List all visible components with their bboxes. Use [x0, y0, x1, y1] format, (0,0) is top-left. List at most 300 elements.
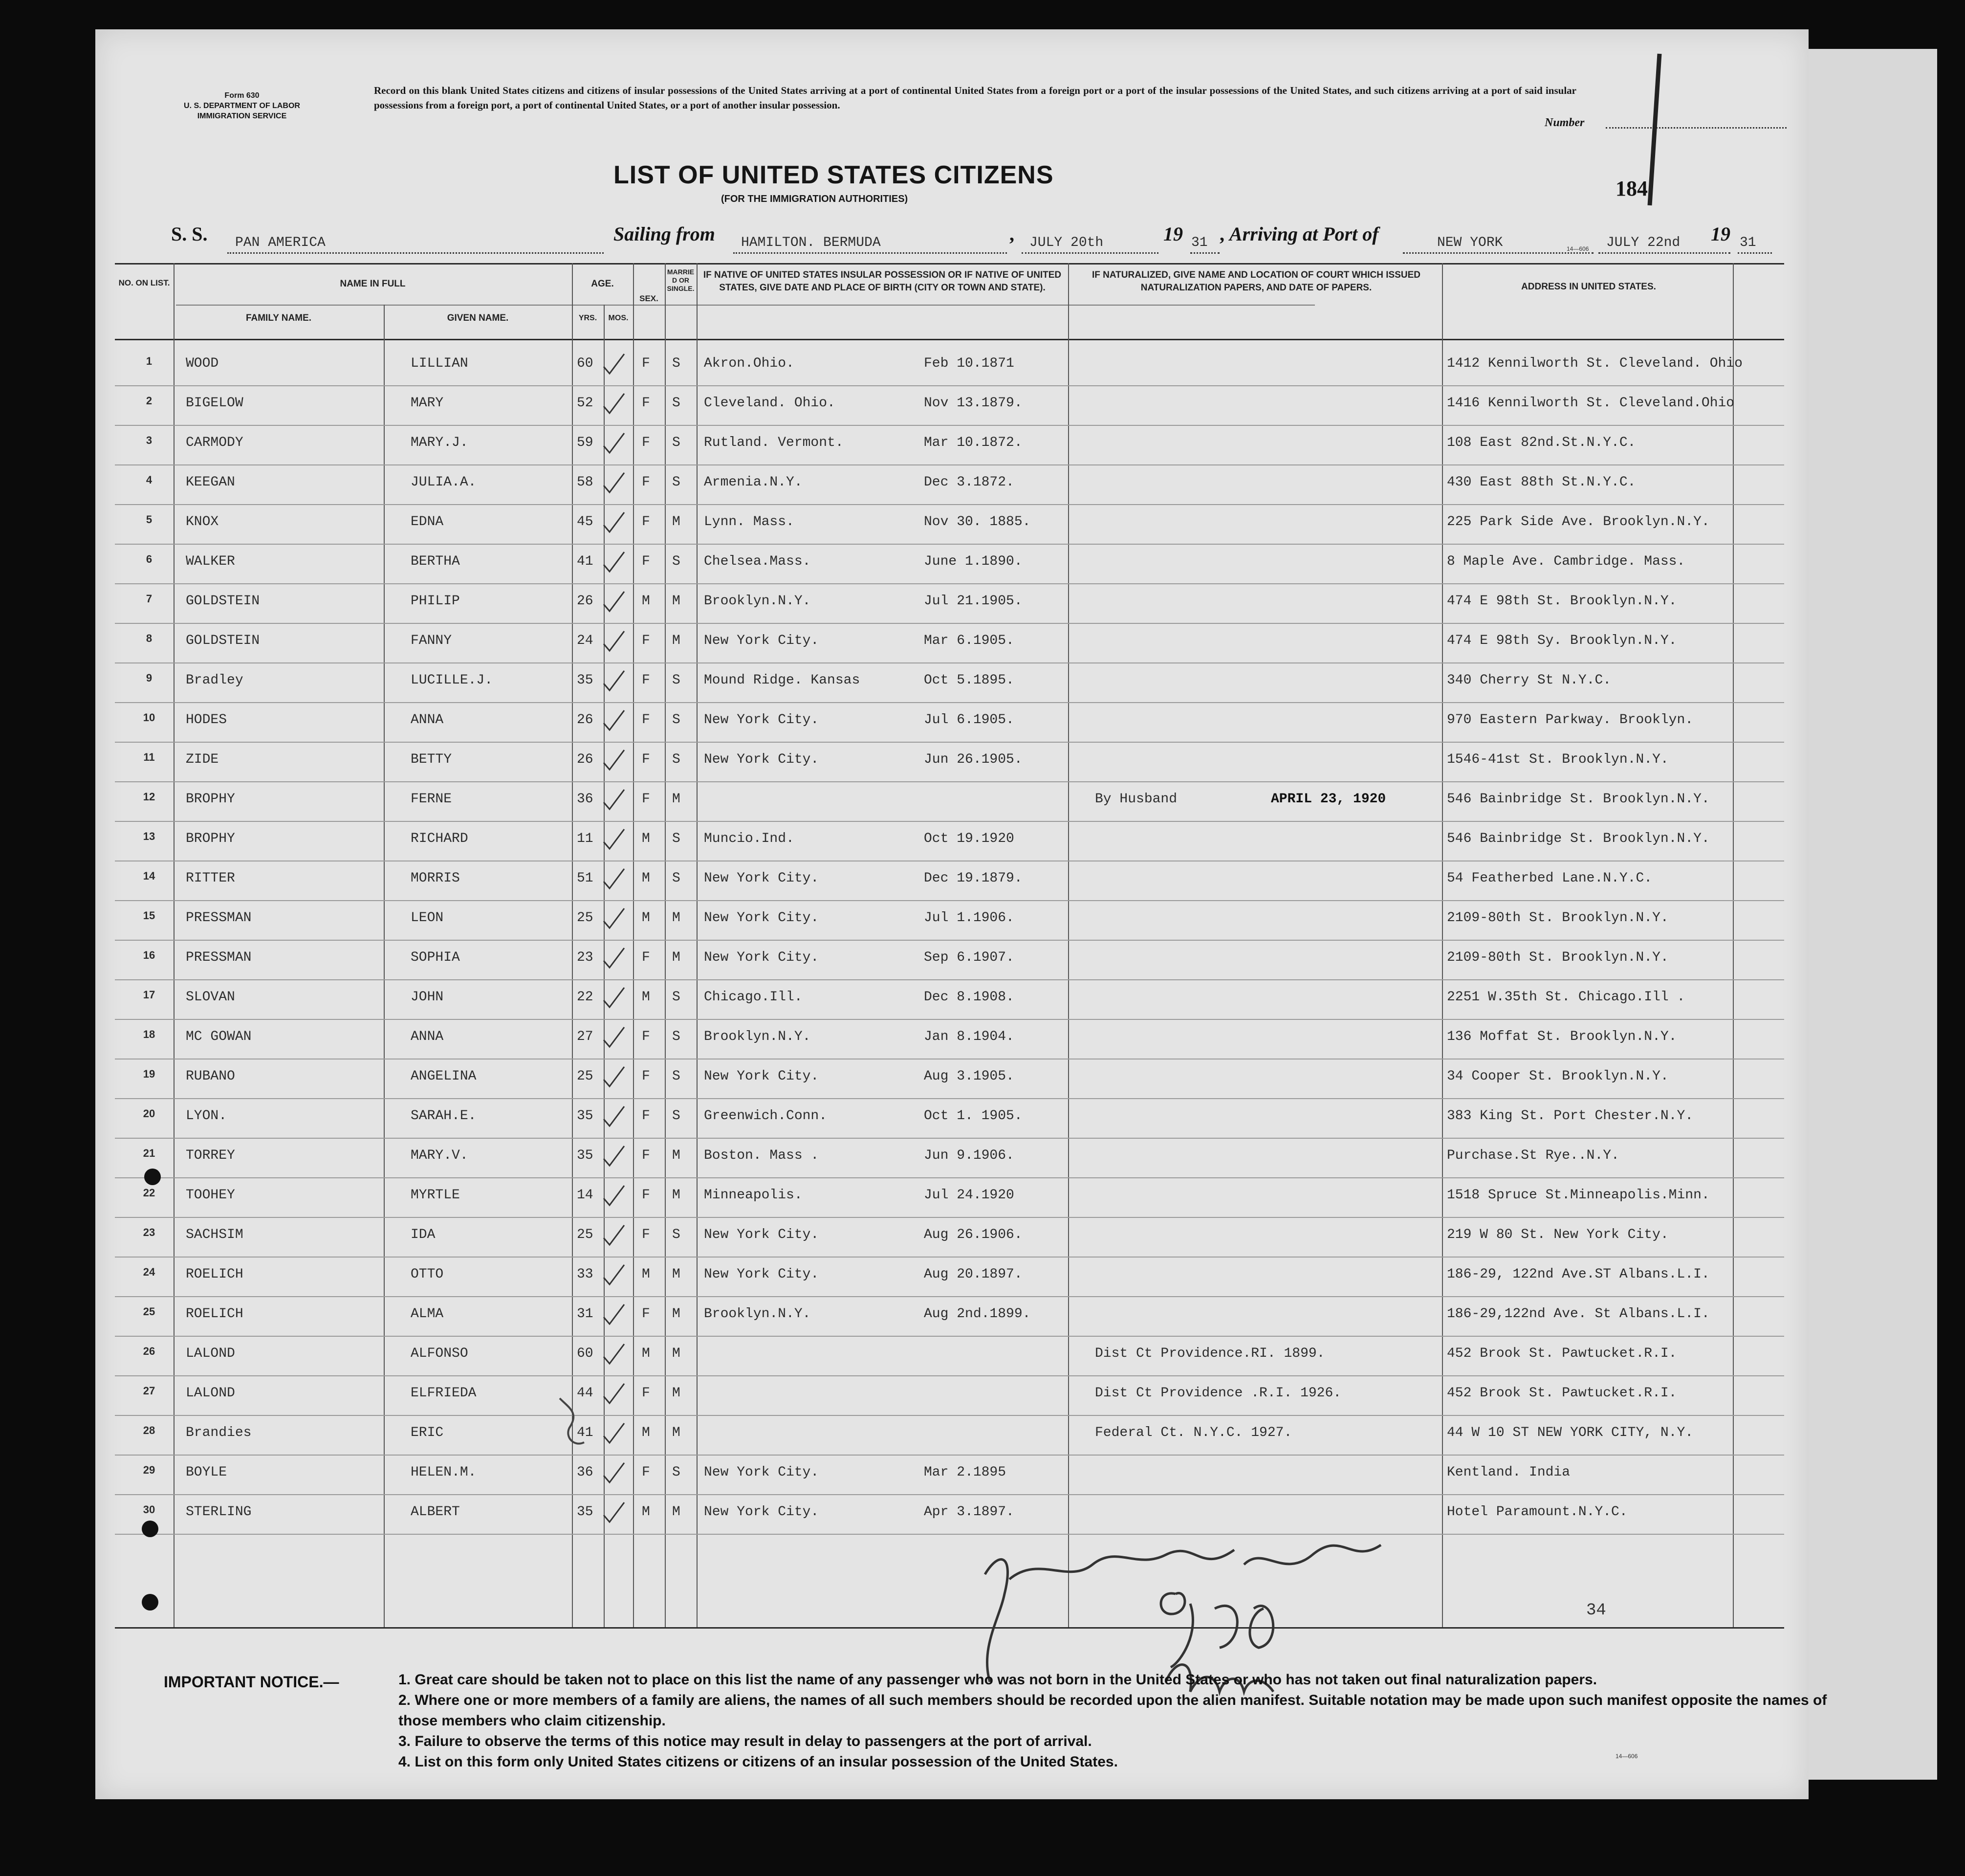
cell-nat: By Husband	[1095, 792, 1178, 807]
cell-no: 2	[146, 395, 153, 407]
cell-family: ZIDE	[186, 752, 219, 767]
cell-sex: F	[642, 554, 650, 569]
cell-age: 22	[577, 990, 593, 1005]
check-mark	[604, 552, 624, 572]
cell-sex: M	[642, 831, 650, 846]
check-mark	[604, 1423, 624, 1443]
cell-no: 22	[143, 1187, 155, 1199]
cell-age: 52	[577, 396, 593, 411]
cell-sex: M	[642, 1425, 650, 1440]
cell-date: Aug 2nd.1899.	[924, 1306, 1031, 1322]
year-prefix-2: 19	[1711, 223, 1730, 245]
cell-address: 44 W 10 ST NEW YORK CITY, N.Y.	[1447, 1425, 1694, 1440]
cell-given: JOHN	[411, 990, 444, 1005]
header-address: ADDRESS IN UNITED STATES.	[1521, 282, 1656, 292]
cell-family: RUBANO	[186, 1069, 235, 1084]
footer-count: 34	[1586, 1601, 1606, 1620]
cell-place: Chelsea.Mass.	[704, 554, 811, 569]
cell-date: Feb 10.1871	[924, 356, 1014, 371]
cell-sex: F	[642, 1029, 650, 1044]
cell-place: New York City.	[704, 871, 819, 886]
cell-no: 29	[143, 1464, 155, 1476]
check-mark	[604, 1463, 624, 1482]
cell-ms: S	[672, 871, 680, 886]
cell-ms: S	[672, 1465, 680, 1480]
cell-given: ELFRIEDA	[411, 1386, 477, 1401]
arrive-year: 31	[1740, 235, 1756, 250]
cell-age: 25	[577, 1227, 593, 1242]
cell-age: 35	[577, 1504, 593, 1520]
cell-nat: Dist Ct Providence.RI. 1899.	[1095, 1346, 1325, 1361]
cell-place: New York City.	[704, 712, 819, 728]
cell-given: IDA	[411, 1227, 436, 1242]
cell-family: RITTER	[186, 871, 235, 886]
cell-sex: F	[642, 475, 650, 490]
cell-family: Bradley	[186, 673, 243, 688]
cell-given: FANNY	[411, 633, 452, 648]
cell-given: ANNA	[411, 712, 444, 728]
header-family-name: FAMILY NAME.	[245, 313, 312, 323]
cell-ms: S	[672, 1029, 680, 1044]
cell-sex: F	[642, 514, 650, 530]
cell-date: Apr 3.1897.	[924, 1504, 1014, 1520]
cell-no: 8	[146, 632, 153, 644]
cell-place: Chicago.Ill.	[704, 990, 803, 1005]
cell-ms: S	[672, 1108, 680, 1124]
form-meta	[149, 90, 335, 121]
cell-age: 58	[577, 475, 593, 490]
cell-family: PRESSMAN	[186, 910, 252, 926]
cell-family: LALOND	[186, 1386, 235, 1401]
cell-nat: Federal Ct. N.Y.C. 1927.	[1095, 1425, 1292, 1440]
arrive-date: JULY 22nd	[1606, 235, 1681, 250]
cell-ms: M	[672, 1188, 680, 1203]
sailing-from: HAMILTON. BERMUDA	[741, 235, 881, 250]
check-mark	[604, 473, 624, 492]
cell-age: 35	[577, 1148, 593, 1163]
cell-address: 34 Cooper St. Brooklyn.N.Y.	[1447, 1069, 1669, 1084]
cell-family: SACHSIM	[186, 1227, 243, 1242]
cell-date: Jun 9.1906.	[924, 1148, 1014, 1163]
cell-place: New York City.	[704, 633, 819, 648]
cell-no: 1	[146, 355, 153, 367]
cell-family: LALOND	[186, 1346, 235, 1361]
cell-date: Oct 5.1895.	[924, 673, 1014, 688]
cell-given: MORRIS	[411, 871, 460, 886]
cell-date: Nov 30. 1885.	[924, 514, 1031, 530]
cell-given: LEON	[411, 910, 444, 926]
cell-age: 36	[577, 1465, 593, 1480]
cell-family: ROELICH	[186, 1267, 243, 1282]
cell-address: 54 Featherbed Lane.N.Y.C.	[1447, 871, 1653, 886]
row-ruling	[115, 263, 1784, 1627]
cell-date: Mar 2.1895	[924, 1465, 1006, 1480]
cell-no: 28	[143, 1424, 155, 1436]
cell-place: Rutland. Vermont.	[704, 435, 844, 450]
cell-address: Hotel Paramount.N.Y.C.	[1447, 1504, 1628, 1520]
cell-date: Dec 8.1908.	[924, 990, 1014, 1005]
cell-address: 136 Moffat St. Brooklyn.N.Y.	[1447, 1029, 1677, 1044]
handwritten-mark	[550, 1393, 594, 1452]
cell-nat-date: APRIL 23, 1920	[1271, 792, 1386, 807]
notice-title: IMPORTANT NOTICE.—	[164, 1673, 339, 1691]
header-birth: IF NATIVE OF UNITED STATES INSULAR POSSESSION OR IF NATIVE OF UNITED STATES, GIVE DATE AND PLACE OF BIRTH (CITY OR TOWN AND STATE).	[703, 270, 1062, 293]
cell-no: 17	[143, 989, 155, 1001]
cell-family: GOLDSTEIN	[186, 633, 260, 648]
comma-1: ,	[1009, 223, 1014, 245]
cell-no: 12	[143, 791, 155, 803]
cell-address: 2251 W.35th St. Chicago.Ill .	[1447, 990, 1685, 1005]
check-mark	[604, 394, 624, 413]
cell-address: 8 Maple Ave. Cambridge. Mass.	[1447, 554, 1685, 569]
cell-ms: S	[672, 1069, 680, 1084]
cell-address: 186-29,122nd Ave. St Albans.L.I.	[1447, 1306, 1710, 1322]
check-mark	[604, 710, 624, 730]
cell-sex: F	[642, 1306, 650, 1322]
port-field	[1403, 229, 1594, 254]
cell-family: Brandies	[186, 1425, 252, 1440]
cell-no: 24	[143, 1266, 155, 1278]
cell-place: New York City.	[704, 1069, 819, 1084]
cell-family: BROPHY	[186, 831, 235, 846]
header-name-in-full: NAME IN FULL	[340, 279, 406, 289]
cell-place: New York City.	[704, 1267, 819, 1282]
cell-ms: S	[672, 356, 680, 371]
cell-date: Aug 3.1905.	[924, 1069, 1014, 1084]
cell-ms: S	[672, 712, 680, 728]
cell-family: KNOX	[186, 514, 219, 530]
cell-address: 430 East 88th St.N.Y.C.	[1447, 475, 1636, 490]
cell-age: 35	[577, 1108, 593, 1124]
sailing-from-field	[733, 229, 1007, 254]
cell-age: 26	[577, 712, 593, 728]
cell-date: Aug 26.1906.	[924, 1227, 1023, 1242]
cell-family: BOYLE	[186, 1465, 227, 1480]
check-mark	[604, 1304, 624, 1324]
cell-no: 18	[143, 1028, 155, 1040]
cell-address: 2109-80th St. Brooklyn.N.Y.	[1447, 950, 1669, 965]
number-label: Number	[1545, 116, 1585, 129]
department-name: U. S. DEPARTMENT OF LABOR	[184, 102, 300, 110]
cell-ms: S	[672, 396, 680, 411]
arrival-port: NEW YORK	[1437, 235, 1503, 250]
cell-sex: F	[642, 1188, 650, 1203]
cell-date: June 1.1890.	[924, 554, 1023, 569]
cell-family: KEEGAN	[186, 475, 235, 490]
check-mark	[604, 869, 624, 888]
cell-family: WOOD	[186, 356, 219, 371]
cell-sex: M	[642, 1267, 650, 1282]
cell-given: RICHARD	[411, 831, 468, 846]
cell-date: Jul 6.1905.	[924, 712, 1014, 728]
cell-address: 1518 Spruce St.Minneapolis.Minn.	[1447, 1188, 1710, 1203]
cell-ms: M	[672, 514, 680, 530]
cell-date: Nov 13.1879.	[924, 396, 1023, 411]
cell-sex: F	[642, 752, 650, 767]
form-number: Form 630	[224, 91, 260, 100]
cell-given: FERNE	[411, 792, 452, 807]
arriving-label: Arriving at Port of	[1229, 223, 1379, 245]
cell-no: 19	[143, 1068, 155, 1080]
check-mark	[604, 433, 624, 453]
sailing-label: Sailing from	[613, 223, 715, 245]
cell-given: OTTO	[411, 1267, 444, 1282]
cell-place: New York City.	[704, 752, 819, 767]
cell-ms: S	[672, 752, 680, 767]
cell-age: 26	[577, 752, 593, 767]
cell-no: 15	[143, 909, 155, 922]
cell-address: 546 Bainbridge St. Brooklyn.N.Y.	[1447, 792, 1710, 807]
number-field	[1606, 127, 1787, 129]
cell-no: 3	[146, 434, 153, 446]
cell-sex: F	[642, 435, 650, 450]
cell-ms: S	[672, 554, 680, 569]
cell-address: 108 East 82nd.St.N.Y.C.	[1447, 435, 1636, 450]
cell-ms: M	[672, 950, 680, 965]
cell-age: 27	[577, 1029, 593, 1044]
cell-address: 383 King St. Port Chester.N.Y.	[1447, 1108, 1694, 1124]
passenger-table	[115, 263, 1784, 1627]
cell-given: LUCILLE.J.	[411, 673, 493, 688]
check-mark	[604, 750, 624, 770]
cell-age: 23	[577, 950, 593, 965]
ship-field	[227, 229, 604, 254]
cell-address: 546 Bainbridge St. Brooklyn.N.Y.	[1447, 831, 1710, 846]
cell-nat: Dist Ct Providence .R.I. 1926.	[1095, 1386, 1342, 1401]
cell-date: Sep 6.1907.	[924, 950, 1014, 965]
cell-sex: M	[642, 1504, 650, 1520]
header-mos: MOS.	[608, 314, 629, 322]
cell-sex: M	[642, 990, 650, 1005]
cell-sex: F	[642, 396, 650, 411]
cell-sex: M	[642, 1346, 650, 1361]
check-mark	[604, 1502, 624, 1522]
cell-date: Jul 24.1920	[924, 1188, 1014, 1203]
cell-ms: S	[672, 435, 680, 450]
cell-no: 23	[143, 1226, 155, 1238]
cell-ms: S	[672, 475, 680, 490]
cell-address: 186-29, 122nd Ave.ST Albans.L.I.	[1447, 1267, 1710, 1282]
page-title: LIST OF UNITED STATES CITIZENS	[613, 161, 1054, 189]
cell-no: 10	[143, 711, 155, 724]
cell-family: PRESSMAN	[186, 950, 252, 965]
cell-place: Greenwich.Conn.	[704, 1108, 828, 1124]
notice-item-1: 1. Great care should be taken not to place on this list the name of any passenger who was not born in the United States or who has not taken out final naturalization papers.	[398, 1672, 1597, 1688]
cell-age: 25	[577, 910, 593, 926]
cell-family: BROPHY	[186, 792, 235, 807]
cell-no: 13	[143, 830, 155, 842]
cell-date: Jul 1.1906.	[924, 910, 1014, 926]
cell-family: HODES	[186, 712, 227, 728]
notice-item-3: 3. Failure to observe the terms of this notice may result in delay to passengers at the port of arrival.	[398, 1733, 1092, 1749]
cell-date: Oct 19.1920	[924, 831, 1014, 846]
cell-ms: M	[672, 594, 680, 609]
header-sex: SEX.	[639, 294, 658, 303]
cell-address: 1416 Kennilworth St. Cleveland.Ohio	[1447, 396, 1735, 411]
check-mark	[604, 1067, 624, 1086]
cell-address: 474 E 98th St. Brooklyn.N.Y.	[1447, 594, 1677, 609]
cell-ms: M	[672, 1306, 680, 1322]
cell-age: 45	[577, 514, 593, 530]
cell-sex: F	[642, 633, 650, 648]
cell-place: New York City.	[704, 910, 819, 926]
cell-given: MYRTLE	[411, 1188, 460, 1203]
cell-place: Brooklyn.N.Y.	[704, 1029, 811, 1044]
cell-family: TORREY	[186, 1148, 235, 1163]
cell-given: JULIA.A.	[411, 475, 477, 490]
cell-address: Purchase.St Rye..N.Y.	[1447, 1148, 1619, 1163]
sail-year: 31	[1191, 235, 1208, 250]
page-number: 184	[1616, 177, 1648, 200]
cell-sex: F	[642, 673, 650, 688]
check-mark	[604, 1027, 624, 1047]
arrive-year-field	[1738, 229, 1772, 254]
check-mark	[604, 1146, 624, 1166]
cell-no: 27	[143, 1385, 155, 1397]
cell-ms: M	[672, 1148, 680, 1163]
check-mark	[604, 592, 624, 611]
cell-given: SOPHIA	[411, 950, 460, 965]
cell-address: 1412 Kennilworth St. Cleveland. Ohio	[1447, 356, 1743, 371]
header-age: AGE.	[591, 279, 614, 289]
cell-ms: M	[672, 1425, 680, 1440]
cell-place: New York City.	[704, 1504, 819, 1520]
cell-no: 4	[146, 474, 153, 486]
cell-date: Jan 8.1904.	[924, 1029, 1014, 1044]
cell-date: Dec 19.1879.	[924, 871, 1023, 886]
cell-family: WALKER	[186, 554, 235, 569]
cell-address: 452 Brook St. Pawtucket.R.I.	[1447, 1386, 1677, 1401]
cell-given: EDNA	[411, 514, 444, 530]
check-mark	[604, 671, 624, 690]
cell-place: New York City.	[704, 1465, 819, 1480]
cell-date: Jun 26.1905.	[924, 752, 1023, 767]
cell-place: New York City.	[704, 1227, 819, 1242]
cell-sex: M	[642, 594, 650, 609]
cell-given: MARY.V.	[411, 1148, 468, 1163]
cell-address: 219 W 80 St. New York City.	[1447, 1227, 1669, 1242]
cell-address: 452 Brook St. Pawtucket.R.I.	[1447, 1346, 1677, 1361]
cell-sex: F	[642, 356, 650, 371]
check-mark	[604, 512, 624, 532]
cell-age: 60	[577, 1346, 593, 1361]
table-bottom-rule	[115, 1627, 1784, 1629]
cell-place: Brooklyn.N.Y.	[704, 1306, 811, 1322]
cell-date: Dec 3.1872.	[924, 475, 1014, 490]
cell-age: 11	[577, 831, 593, 846]
cell-family: SLOVAN	[186, 990, 235, 1005]
cell-family: CARMODY	[186, 435, 243, 450]
cell-address: 474 E 98th Sy. Brooklyn.N.Y.	[1447, 633, 1677, 648]
cell-place: Brooklyn.N.Y.	[704, 594, 811, 609]
cell-age: 31	[577, 1306, 593, 1322]
cell-given: ALBERT	[411, 1504, 460, 1520]
check-mark	[604, 829, 624, 849]
cell-sex: F	[642, 1108, 650, 1124]
cell-no: 20	[143, 1107, 155, 1120]
handwritten-stroke	[1635, 49, 1674, 210]
ss-label: S. S.	[171, 223, 208, 245]
cell-given: MARY	[411, 396, 444, 411]
cell-ms: M	[672, 1267, 680, 1282]
cell-date: Mar 6.1905.	[924, 633, 1014, 648]
form-ref-bottom: 14—606	[1616, 1753, 1638, 1760]
cell-age: 44	[577, 1386, 593, 1401]
cell-sex: F	[642, 1386, 650, 1401]
cell-age: 26	[577, 594, 593, 609]
cell-place: New York City.	[704, 950, 819, 965]
check-mark	[604, 908, 624, 928]
cell-no: 6	[146, 553, 153, 565]
cell-family: STERLING	[186, 1504, 252, 1520]
cell-place: Akron.Ohio.	[704, 356, 794, 371]
cell-family: MC GOWAN	[186, 1029, 252, 1044]
sail-date: JULY 20th	[1029, 235, 1104, 250]
cell-place: Lynn. Mass.	[704, 514, 794, 530]
cell-family: TOOHEY	[186, 1188, 235, 1203]
year-prefix-1: 19	[1163, 223, 1183, 245]
ship-name: PAN AMERICA	[235, 235, 326, 250]
cell-ms: S	[672, 990, 680, 1005]
service-name: IMMIGRATION SERVICE	[197, 112, 287, 120]
cell-age: 59	[577, 435, 593, 450]
cell-age: 41	[577, 554, 593, 569]
cell-date: Oct 1. 1905.	[924, 1108, 1023, 1124]
check-mark	[604, 988, 624, 1007]
cell-given: LILLIAN	[411, 356, 468, 371]
cell-age: 41	[577, 1425, 593, 1440]
cell-given: HELEN.M.	[411, 1465, 477, 1480]
header-naturalized: IF NATURALIZED, GIVE NAME AND LOCATION OF COURT WHICH ISSUED NATURALIZATION PAPERS, AND DATE OF PAPERS.	[1092, 270, 1420, 293]
cell-given: SARAH.E.	[411, 1108, 477, 1124]
cell-age: 25	[577, 1069, 593, 1084]
cell-place: Minneapolis.	[704, 1188, 803, 1203]
cell-ms: M	[672, 633, 680, 648]
check-mark	[604, 354, 624, 374]
cell-given: PHILIP	[411, 594, 460, 609]
cell-sex: F	[642, 792, 650, 807]
cell-ms: M	[672, 1346, 680, 1361]
sail-year-field	[1190, 229, 1220, 254]
check-mark	[604, 790, 624, 809]
cell-family: LYON.	[186, 1108, 227, 1124]
cell-ms: S	[672, 673, 680, 688]
cell-place: Cleveland. Ohio.	[704, 396, 835, 411]
cell-age: 24	[577, 633, 593, 648]
check-mark	[604, 1384, 624, 1403]
cell-no: 14	[143, 870, 155, 882]
cell-no: 16	[143, 949, 155, 961]
check-mark	[604, 631, 624, 651]
cell-address: 225 Park Side Ave. Brooklyn.N.Y.	[1447, 514, 1710, 530]
intro-text: Record on this blank United States citizens and citizens of insular possessions of the United States arriving at a port of continental United States from a foreign port or a port of the insular possessions of the United States, and such citizens arriving at a port of said insular possessions from a foreign port, a port of continental United States, or a port of another insular possession.	[374, 85, 1576, 111]
cell-ms: S	[672, 1227, 680, 1242]
cell-no: 5	[146, 513, 153, 526]
cell-sex: F	[642, 1069, 650, 1084]
cell-address: 340 Cherry St N.Y.C.	[1447, 673, 1612, 688]
cell-place: Mound Ridge. Kansas	[704, 673, 860, 688]
cell-sex: F	[642, 950, 650, 965]
check-mark	[604, 1265, 624, 1284]
cell-age: 36	[577, 792, 593, 807]
cell-place: Muncio.Ind.	[704, 831, 794, 846]
notice-item-4: 4. List on this form only United States citizens or citizens of an insular possession of the United States.	[398, 1754, 1118, 1770]
cell-family: BIGELOW	[186, 396, 243, 411]
cell-date: Mar 10.1872.	[924, 435, 1023, 450]
cell-address: 970 Eastern Parkway. Brooklyn.	[1447, 712, 1694, 728]
manifest-page	[95, 29, 1827, 1799]
cell-no: 21	[143, 1147, 155, 1159]
